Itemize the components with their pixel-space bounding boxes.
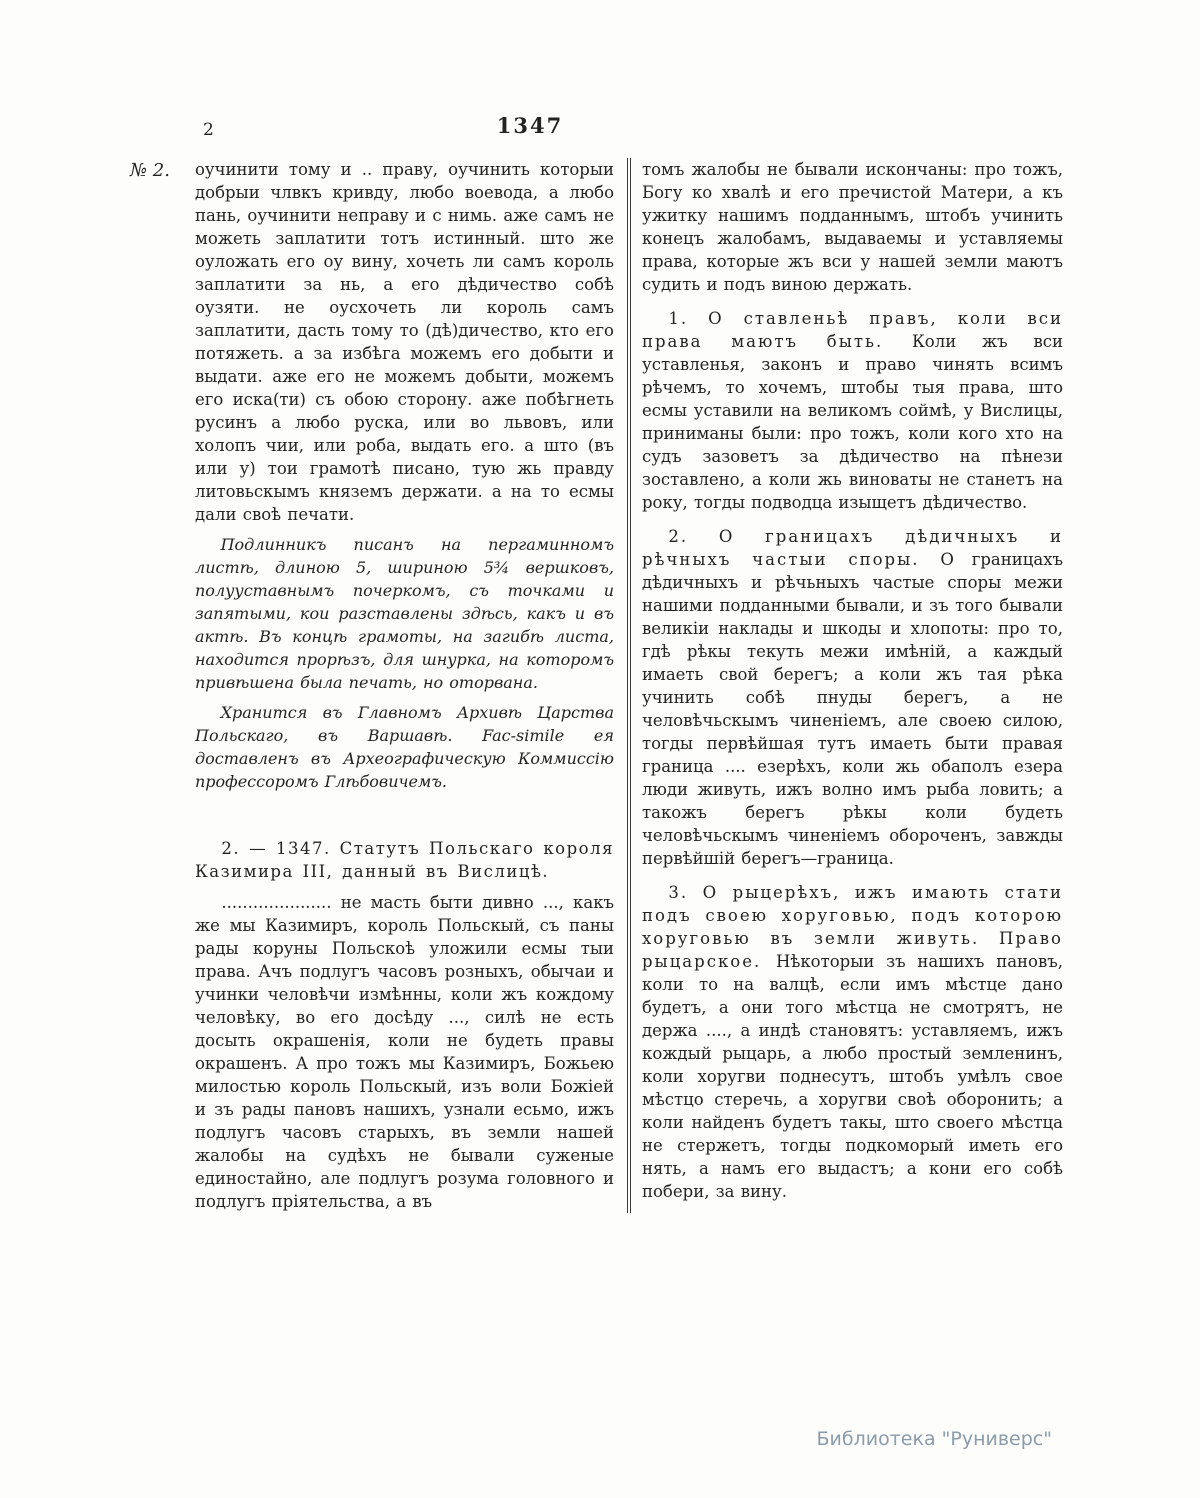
paragraph: 3. О рыцерѣхъ, ижъ имають стати подъ своею хоруговью, подъ которою хоруговью въ земли живуть. Право рыцарское. Нѣкоторыи зъ нашихъ пановъ, коли то на валцѣ, если имъ мѣстце дано будетъ, а они того мѣстца не смотрятъ, не держа ...., а индѣ становятъ: уставляемъ, ижъ кождый рыцарь, а любо простый земленинъ, коли хоругви поднесутъ, штобъ умѣлъ свое мѣстцо стеречь, а хоругви своѣ оборонить; а коли найденъ будетъ такы, што своего мѣстца не стержетъ, тогды подкоморый иметь его нять, а намъ его выдастъ; а кони его собѣ побери, за вину. — [642, 883, 1063, 1201]
paragraph: Хранится въ Главномъ Архивѣ Царства Польскаго, въ Варшавѣ. Fac-simile ея доставленъ въ Археографическую Коммиссію профессоромъ Глѣбовичемъ. — [195, 703, 614, 791]
column-divider — [627, 158, 631, 1213]
margin-entry-number: № 2. — [130, 160, 170, 181]
paragraph: 2. — 1347. Статутъ Польскаго короля Казимира III, данный въ Вислицѣ. — [195, 839, 614, 881]
left-column — [195, 158, 614, 1213]
page-number: 2 — [203, 120, 214, 140]
paragraph: томъ жалобы не бывали искончаны: про тожъ, Богу ко хвалѣ и его пречистой Матери, а къ ужитку нашимъ подданнымъ, штобъ учинить конецъ жалобамъ, выдаваемы и уставляемы права, которые жъ вси у нашей земли маютъ судить и подъ виною держать. — [642, 160, 1063, 294]
section-lead: 3. О рыцерѣхъ, ижъ имають стати подъ своею хоруговью, подъ которою хоруговью въ земли живуть. Право рыцарское. — [642, 883, 1063, 971]
paragraph: ..................... не масть быти дивно ..., какъ же мы Казимиръ, король Польскый, съ паны рады коруны Польскоѣ уложили есмы тыи права. Ачъ подлугъ часовъ розныхъ, обычаи и учинки человѣчи измѣнны, коли жъ кождому человѣку, во его досѣду ..., силѣ не есть досыть окрашенія, коли не будеть правы окрашенъ. А про тожъ мы Казимиръ, Божьею милостью король Польскый, изъ воли Божіей и зъ рады пановъ нашихъ, узнали есьмо, ижъ подлугъ часовъ старыхъ, въ земли нашей жалобы на судѣхъ не бывали суженые единостайно, але подлугъ розума головного и подлугъ пріятельства, а въ — [195, 893, 614, 1211]
right-column — [642, 158, 1063, 1213]
paragraph: 2. О границахъ дѣдичныхъ и рѣчныхъ частыи споры. О границахъ дѣдичныхъ и рѣчьныхъ частые споры межи нашими подданными бывали, и зъ того бывали великіи наклады и шкоды и хлопоты: про то, гдѣ рѣкы текуть межи имѣній, а каждый имаеть свой берегъ; а коли жъ тая рѣка учинить собѣ пнуды берегъ, а не человѣчьскымъ чиненіемъ, але своею силою, тогды первѣйшая тутъ имаеть быти правая граница .... езерѣхъ, коли жь обаполъ езера люди живуть, ижъ волно имъ рыба ловить; а такожъ берегъ рѣкы коли будеть человѣчьскымъ чиненіемъ обороченъ, завжды первѣйшій берегъ—граница. — [642, 527, 1063, 868]
paragraph: 1. О ставленьѣ правъ, коли вси права маютъ быть. Коли жъ вси уставленья, законъ и право чинять всимъ рѣчемъ, то хочемъ, штобы тыя права, што есмы уставили на великомъ соймѣ, у Вислицы, приниманы были: про тожъ, коли кого хто на судъ зазоветъ за дѣдичество на пѣнези зоставлено, а коли жь виноваты не станетъ на року, тогды подводца изыщетъ дѣдичество. — [642, 309, 1063, 512]
paragraph: Подлинникъ писанъ на пергаминномъ листѣ, длиною 5, шириною 5¾ вершковъ, полууставнымъ почеркомъ, съ точками и запятыми, кои разставлены здѣсь, какъ и въ актѣ. Въ концѣ грамоты, на загибѣ листа, находится прорѣзъ, для шнурка, на которомъ привѣшена была печать, но оторвана. — [195, 535, 614, 692]
paragraph: оучинити тому и .. праву, оучинить которыи добрыи члвкъ кривду, любо воевода, а любо пань, оучинити неправу и с нимь. аже самъ не можеть заплатити тотъ истинный. што же оуложать его оу вину, хочеть ли самъ король заплатити за нь, а его дѣдичество собѣ оузяти. не оусхочеть ли король самъ заплатити, дасть тому то (дѣ)дичество, кто его потяжеть. а за избѣга можемъ его добыти и выдати. аже его не можемъ добыти, можемъ его иска(ти) съ обою сторону. аже побѣгнеть русинъ а любо руска, или во львовъ, или холопъ чии, или роба, выдать его. а што (въ или у) тои грамотѣ писано, тую жь правду литовьскымъ княземъ держати. а на то есмы дали своѣ печати. — [195, 160, 614, 524]
section-lead: 2. О границахъ дѣдичныхъ и рѣчныхъ частыи споры. — [642, 527, 1063, 569]
watermark: Библиотека "Руниверс" — [816, 1428, 1052, 1450]
document-number: 1347 — [496, 113, 564, 138]
section-lead: 1. О ставленьѣ правъ, коли вси права маютъ быть. — [642, 309, 1063, 351]
text-columns — [195, 158, 1063, 1213]
